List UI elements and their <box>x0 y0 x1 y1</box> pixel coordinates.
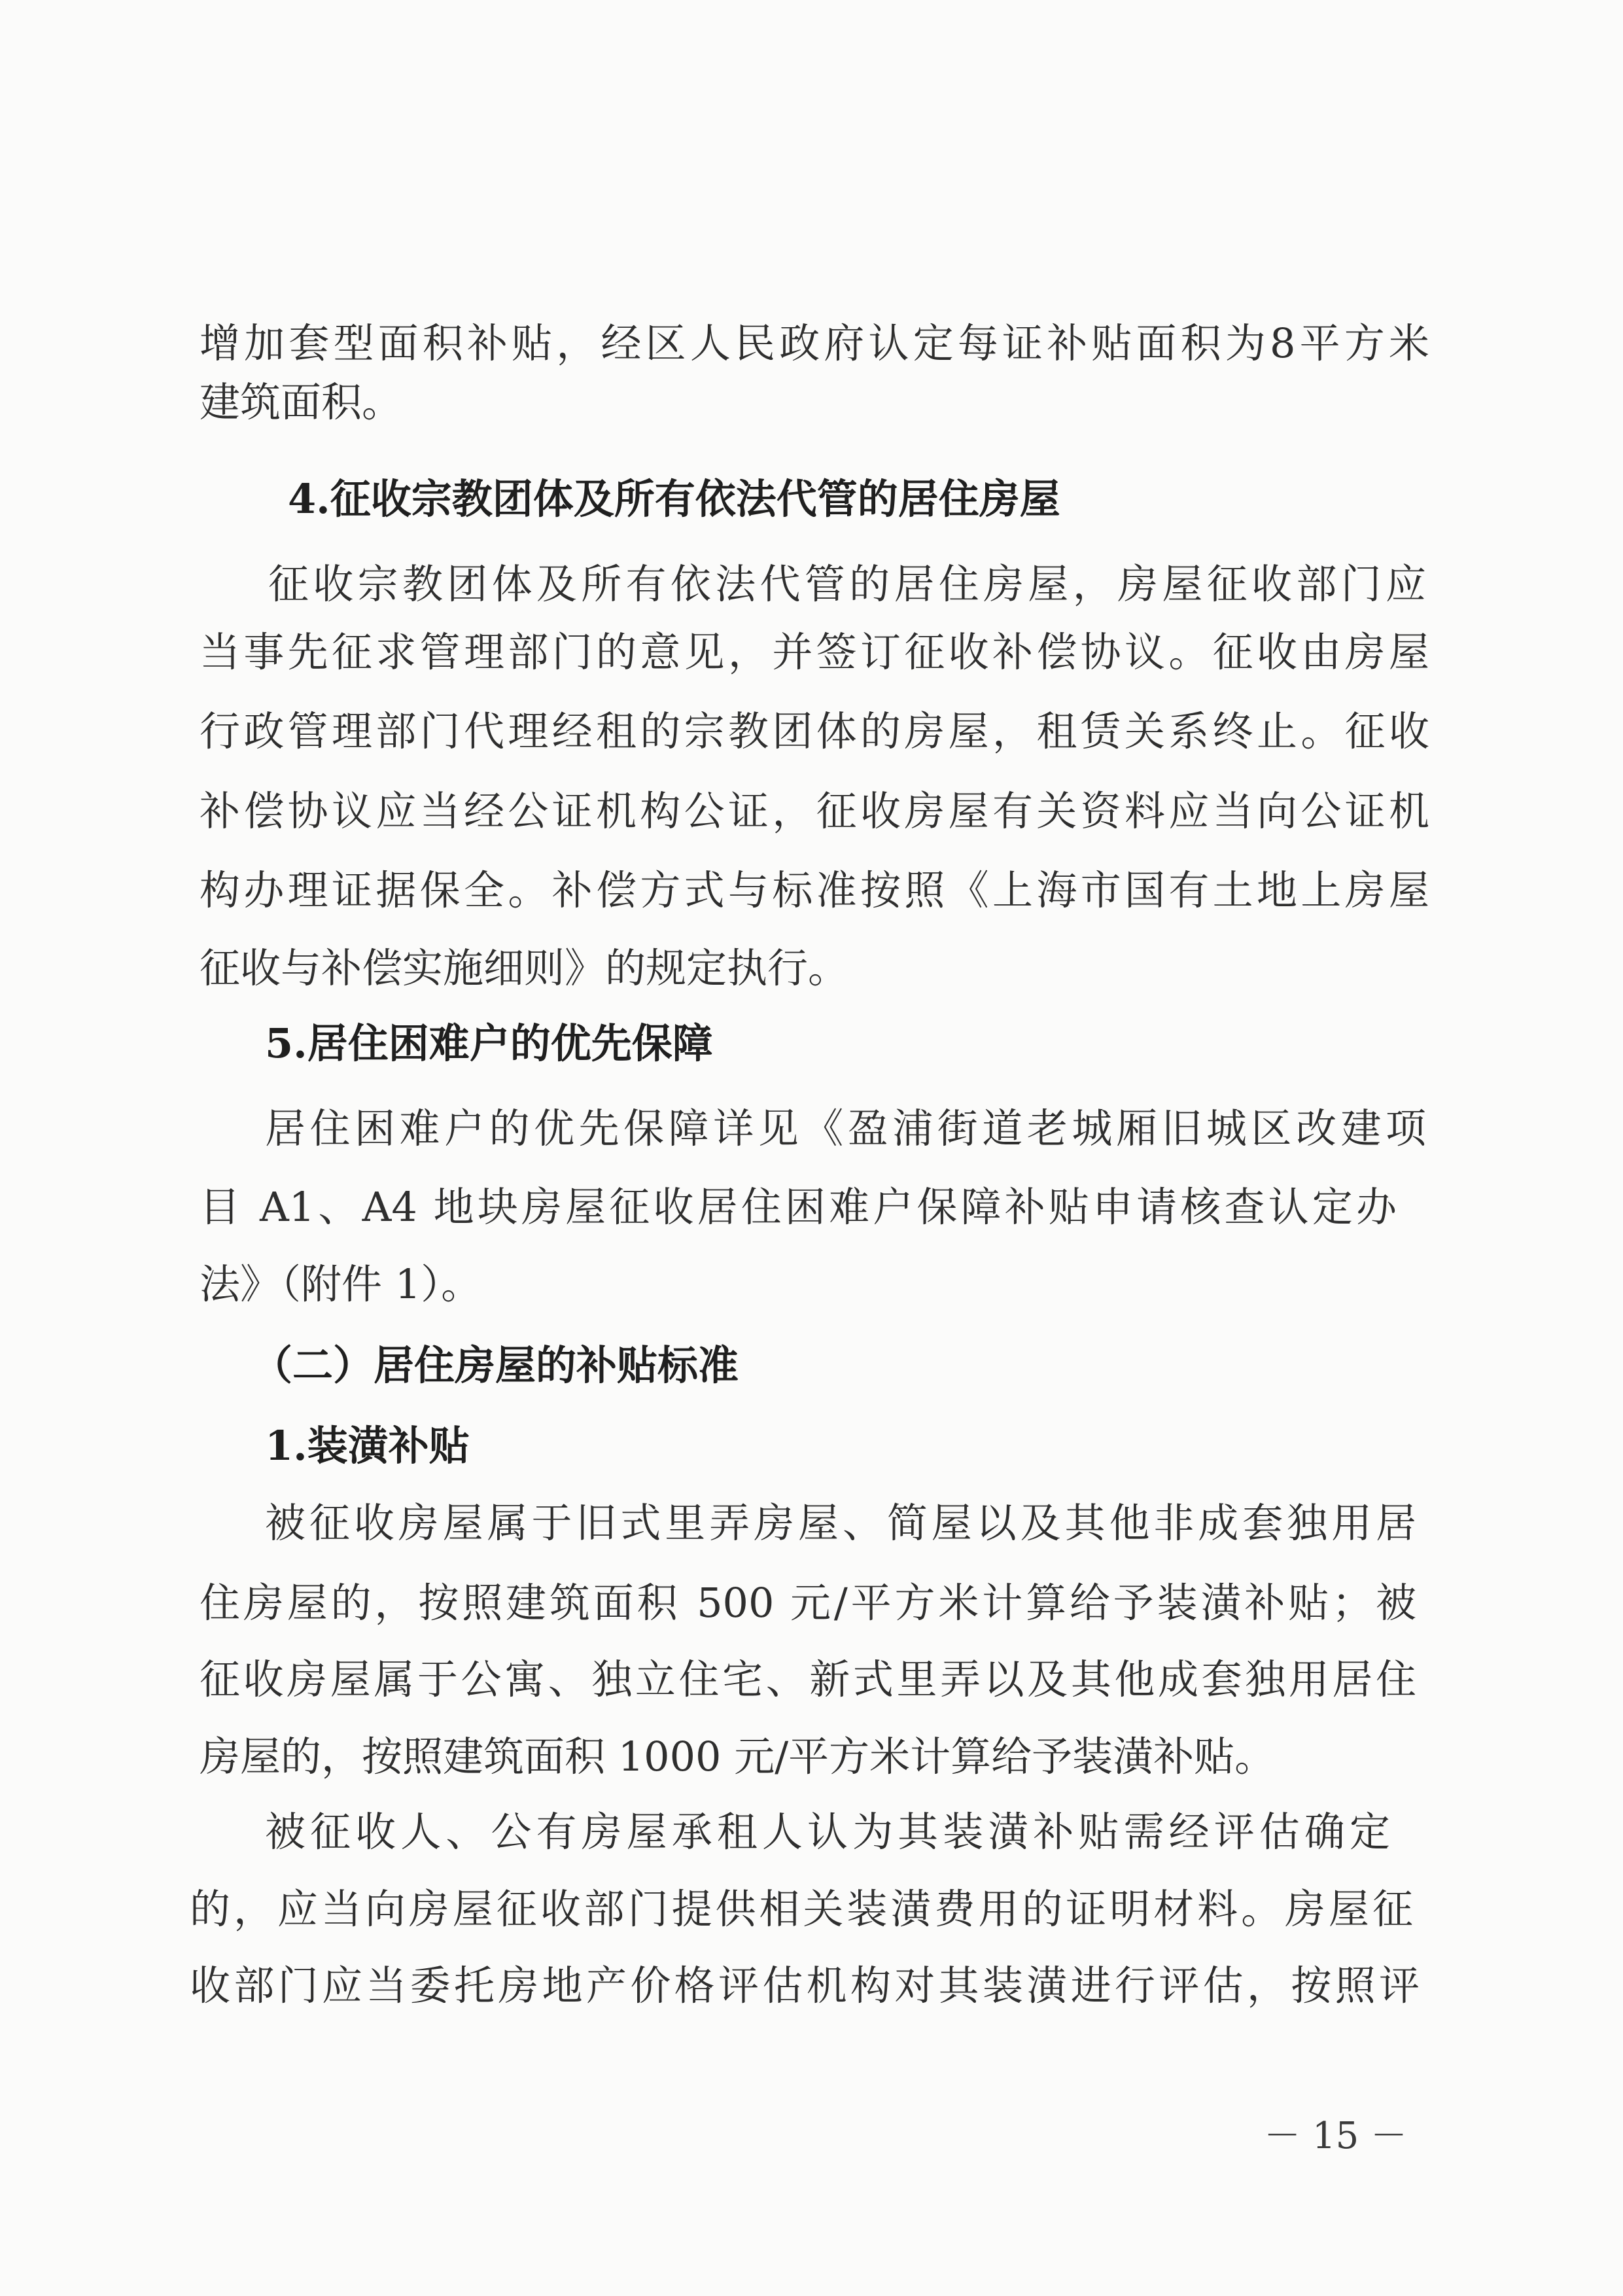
paragraph-line: 征收宗教团体及所有依法代管的居住房屋，房屋征收部门应 <box>268 560 1426 608</box>
paragraph-line: 被征收人、公有房屋承租人认为其装潢补贴需经评估确定 <box>265 1808 1390 1856</box>
page-number: － 15 － <box>1264 2115 1407 2157</box>
section-heading: 5.居住困难户的优先保障 <box>265 1019 713 1067</box>
paragraph-line: 建筑面积。 <box>200 378 403 426</box>
section-heading: 1.装潢补贴 <box>265 1422 470 1470</box>
paragraph-line: 构办理证据保全。补偿方式与标准按照《上海市国有土地上房屋 <box>200 866 1429 914</box>
paragraph-line: 收部门应当委托房地产价格评估机构对其装潢进行评估，按照评 <box>190 1962 1420 2009</box>
paragraph-line: 法》（附件 1）。 <box>200 1260 482 1308</box>
paragraph-line: 行政管理部门代理经租的宗教团体的房屋，租赁关系终止。征收 <box>200 707 1429 755</box>
paragraph-line: 住房屋的，按照建筑面积 500 元/平方米计算给予装潢补贴；被 <box>200 1579 1416 1627</box>
paragraph-line: 居住困难户的优先保障详见《盈浦街道老城厢旧城区改建项 <box>265 1104 1426 1152</box>
paragraph-line: 补偿协议应当经公证机构公证，征收房屋有关资料应当向公证机 <box>200 787 1429 835</box>
section-heading: （二）居住房屋的补贴标准 <box>252 1341 739 1389</box>
paragraph-line: 目 A1、A4 地块房屋征收居住困难户保障补贴申请核查认定办 <box>200 1183 1397 1231</box>
paragraph-line: 被征收房屋属于旧式里弄房屋、简屋以及其他非成套独用居 <box>265 1499 1416 1547</box>
paragraph-line: 当事先征求管理部门的意见，并签订征收补偿协议。征收由房屋 <box>200 628 1429 676</box>
paragraph-line: 房屋的，按照建筑面积 1000 元/平方米计算给予装潢补贴。 <box>200 1733 1276 1780</box>
paragraph-line: 征收房屋属于公寓、独立住宅、新式里弄以及其他成套独用居住 <box>200 1655 1416 1703</box>
paragraph-line: 的，应当向房屋征收部门提供相关装潢费用的证明材料。房屋征 <box>190 1885 1413 1933</box>
paragraph-line: 增加套型面积补贴，经区人民政府认定每证补贴面积为8平方米 <box>200 319 1429 367</box>
paragraph-line: 征收与补偿实施细则》的规定执行。 <box>200 944 849 992</box>
section-heading: 4.征收宗教团体及所有依法代管的居住房屋 <box>288 475 1060 523</box>
